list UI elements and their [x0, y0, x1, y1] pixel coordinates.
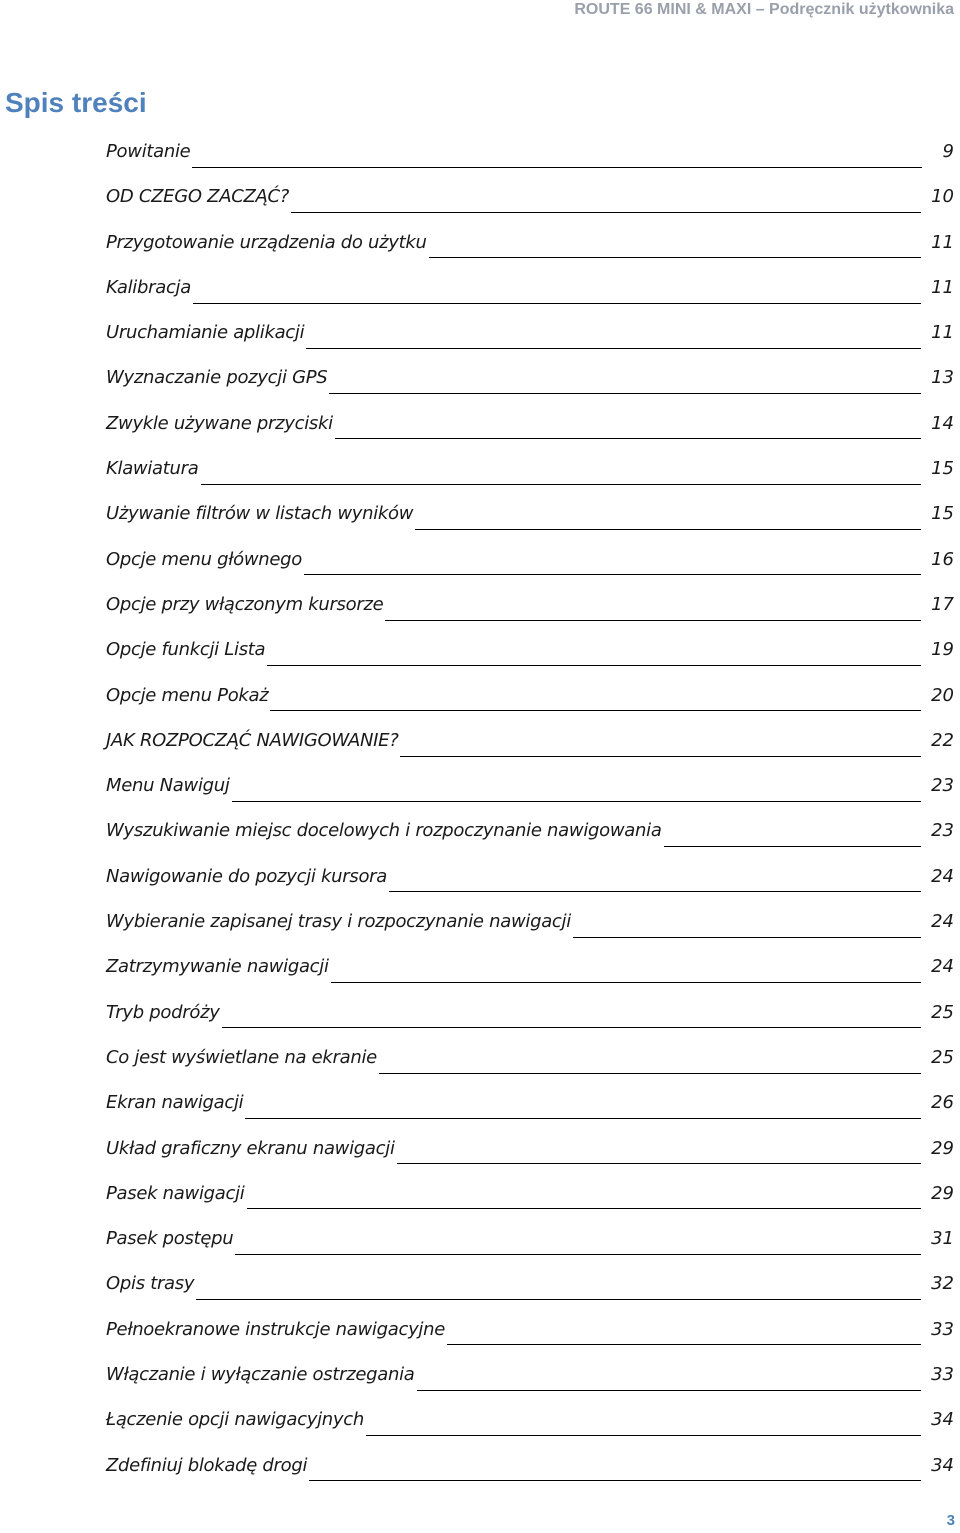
toc-entry-page: 24 — [931, 956, 954, 978]
toc-entry-page: 25 — [931, 1046, 954, 1068]
toc-entry-page: 15 — [931, 458, 954, 480]
toc-entry-page: 33 — [931, 1364, 954, 1386]
toc-entry-page: 11 — [931, 322, 954, 344]
toc-leader-line — [192, 166, 922, 168]
toc-list — [106, 134, 954, 1493]
toc-entry[interactable] — [106, 1312, 954, 1357]
toc-entry[interactable] — [106, 542, 954, 587]
toc-leader-line — [447, 1343, 921, 1345]
toc-entry-label: JAK ROZPOCZĄĆ NAWIGOWANIE? — [106, 729, 399, 751]
toc-entry-label: Nawigowanie do pozycji kursora — [106, 865, 387, 887]
toc-entry-page: 31 — [931, 1228, 954, 1250]
toc-entry-page: 25 — [931, 1001, 954, 1023]
toc-leader-line — [245, 1117, 921, 1119]
toc-entry[interactable] — [106, 406, 954, 451]
toc-entry[interactable] — [106, 859, 954, 904]
toc-entry-page: 20 — [931, 684, 954, 706]
toc-leader-line — [193, 302, 921, 304]
toc-entry-page: 32 — [931, 1273, 954, 1295]
toc-entry-page: 23 — [931, 820, 954, 842]
toc-entry[interactable] — [106, 949, 954, 994]
toc-entry[interactable] — [106, 451, 954, 496]
toc-entry-page: 34 — [931, 1409, 954, 1431]
toc-entry[interactable] — [106, 360, 954, 405]
toc-entry-label: Wyznaczanie pozycji GPS — [106, 367, 328, 389]
toc-leader-line — [331, 981, 921, 983]
toc-entry-page: 24 — [931, 865, 954, 887]
toc-entry-label: Opis trasy — [106, 1273, 195, 1295]
toc-entry[interactable] — [106, 1266, 954, 1311]
toc-leader-line — [573, 936, 921, 938]
toc-entry-label: Przygotowanie urządzenia do użytku — [106, 231, 427, 253]
toc-entry-label: Menu Nawiguj — [106, 775, 230, 797]
toc-leader-line — [270, 709, 921, 711]
toc-entry-label: Zwykle używane przyciski — [106, 412, 333, 434]
toc-leader-line — [366, 1434, 921, 1436]
toc-entry[interactable] — [106, 723, 954, 768]
toc-entry-page: 19 — [931, 639, 954, 661]
toc-entry-label: Używanie filtrów w listach wyników — [106, 503, 414, 525]
toc-entry-page: 29 — [931, 1182, 954, 1204]
toc-leader-line — [415, 528, 921, 530]
toc-leader-line — [247, 1207, 922, 1209]
toc-entry[interactable] — [106, 632, 954, 677]
toc-entry-page: 17 — [931, 593, 954, 615]
toc-entry-page: 23 — [931, 775, 954, 797]
toc-entry-label: Układ graficzny ekranu nawigacji — [106, 1137, 395, 1159]
toc-leader-line — [222, 1026, 922, 1028]
toc-entry[interactable] — [106, 813, 954, 858]
toc-entry[interactable] — [106, 904, 954, 949]
toc-leader-line — [306, 347, 921, 349]
toc-entry-page: 22 — [931, 729, 954, 751]
toc-entry-label: Opcje przy włączonym kursorze — [106, 593, 384, 615]
running-header: ROUTE 66 MINI & MAXI – Podręcznik użytkownika — [574, 1, 954, 18]
toc-entry[interactable] — [106, 1176, 954, 1221]
page-number: 3 — [946, 1512, 955, 1529]
toc-title: Spis treści — [5, 87, 147, 118]
toc-entry-label: Tryb podróży — [106, 1001, 220, 1023]
toc-entry-label: Pasek postępu — [106, 1228, 234, 1250]
toc-entry[interactable] — [106, 225, 954, 270]
toc-entry-page: 13 — [931, 367, 954, 389]
toc-entry-label: Ekran nawigacji — [106, 1092, 244, 1114]
toc-leader-line — [232, 800, 921, 802]
toc-entry-page: 16 — [931, 548, 954, 570]
toc-entry-label: Wyszukiwanie miejsc docelowych i rozpoczynanie nawigowania — [106, 820, 662, 842]
toc-entry-label: Włączanie i wyłączanie ostrzegania — [106, 1364, 415, 1386]
toc-entry[interactable] — [106, 1448, 954, 1493]
toc-entry[interactable] — [106, 1131, 954, 1176]
toc-leader-line — [397, 1162, 921, 1164]
toc-entry-page: 11 — [931, 276, 954, 298]
toc-leader-line — [329, 392, 921, 394]
toc-entry-page: 26 — [931, 1092, 954, 1114]
toc-entry[interactable] — [106, 1402, 954, 1447]
toc-leader-line — [429, 256, 922, 258]
toc-entry-label: Zatrzymywanie nawigacji — [106, 956, 329, 978]
toc-entry[interactable] — [106, 678, 954, 723]
toc-entry-page: 14 — [931, 412, 954, 434]
toc-entry[interactable] — [106, 496, 954, 541]
toc-entry-label: Klawiatura — [106, 458, 199, 480]
toc-leader-line — [385, 619, 921, 621]
toc-leader-line — [304, 573, 921, 575]
toc-entry[interactable] — [106, 270, 954, 315]
toc-entry-label: Łączenie opcji nawigacyjnych — [106, 1409, 364, 1431]
toc-entry-label: Powitanie — [106, 141, 191, 162]
toc-entry-label: Zdefiniuj blokadę drogi — [106, 1454, 308, 1476]
toc-entry-page: 29 — [931, 1137, 954, 1159]
toc-entry-label: Co jest wyświetlane na ekranie — [106, 1046, 377, 1068]
toc-entry[interactable] — [106, 1040, 954, 1085]
toc-entry-label: Wybieranie zapisanej trasy i rozpoczynanie nawigacji — [106, 911, 571, 933]
toc-entry[interactable] — [106, 1357, 954, 1402]
toc-entry-label: Uruchamianie aplikacji — [106, 322, 305, 344]
toc-entry-page: 15 — [931, 503, 954, 525]
toc-leader-line — [379, 1072, 921, 1074]
toc-leader-line — [664, 845, 922, 847]
toc-entry[interactable] — [106, 179, 954, 224]
toc-entry-page: 9 — [942, 141, 954, 162]
toc-entry-label: Opcje menu głównego — [106, 548, 302, 570]
toc-leader-line — [400, 755, 921, 757]
toc-leader-line — [201, 483, 922, 485]
toc-entry-label: OD CZEGO ZACZĄĆ? — [106, 186, 290, 208]
toc-entry-page: 34 — [931, 1454, 954, 1476]
toc-entry[interactable] — [106, 315, 954, 360]
toc-entry[interactable] — [106, 134, 954, 179]
toc-entry-page: 24 — [931, 911, 954, 933]
toc-entry[interactable] — [106, 768, 954, 813]
toc-entry-label: Kalibracja — [106, 276, 191, 298]
toc-entry[interactable] — [106, 1085, 954, 1130]
toc-entry[interactable] — [106, 587, 954, 632]
toc-entry-label: Pasek nawigacji — [106, 1182, 245, 1204]
toc-entry[interactable] — [106, 995, 954, 1040]
toc-entry-page: 10 — [931, 186, 954, 208]
toc-leader-line — [417, 1389, 922, 1391]
toc-entry-label: Opcje funkcji Lista — [106, 639, 266, 661]
toc-leader-line — [196, 1298, 921, 1300]
toc-leader-line — [335, 437, 921, 439]
toc-entry-page: 33 — [931, 1318, 954, 1340]
toc-entry-label: Opcje menu Pokaż — [106, 684, 269, 706]
toc-leader-line — [389, 890, 921, 892]
toc-leader-line — [235, 1253, 921, 1255]
toc-entry-page: 11 — [931, 231, 954, 253]
toc-leader-line — [309, 1479, 921, 1481]
toc-leader-line — [267, 664, 921, 666]
toc-leader-line — [291, 211, 921, 213]
toc-entry[interactable] — [106, 1221, 954, 1266]
toc-entry-label: Pełnoekranowe instrukcje nawigacyjne — [106, 1318, 446, 1340]
